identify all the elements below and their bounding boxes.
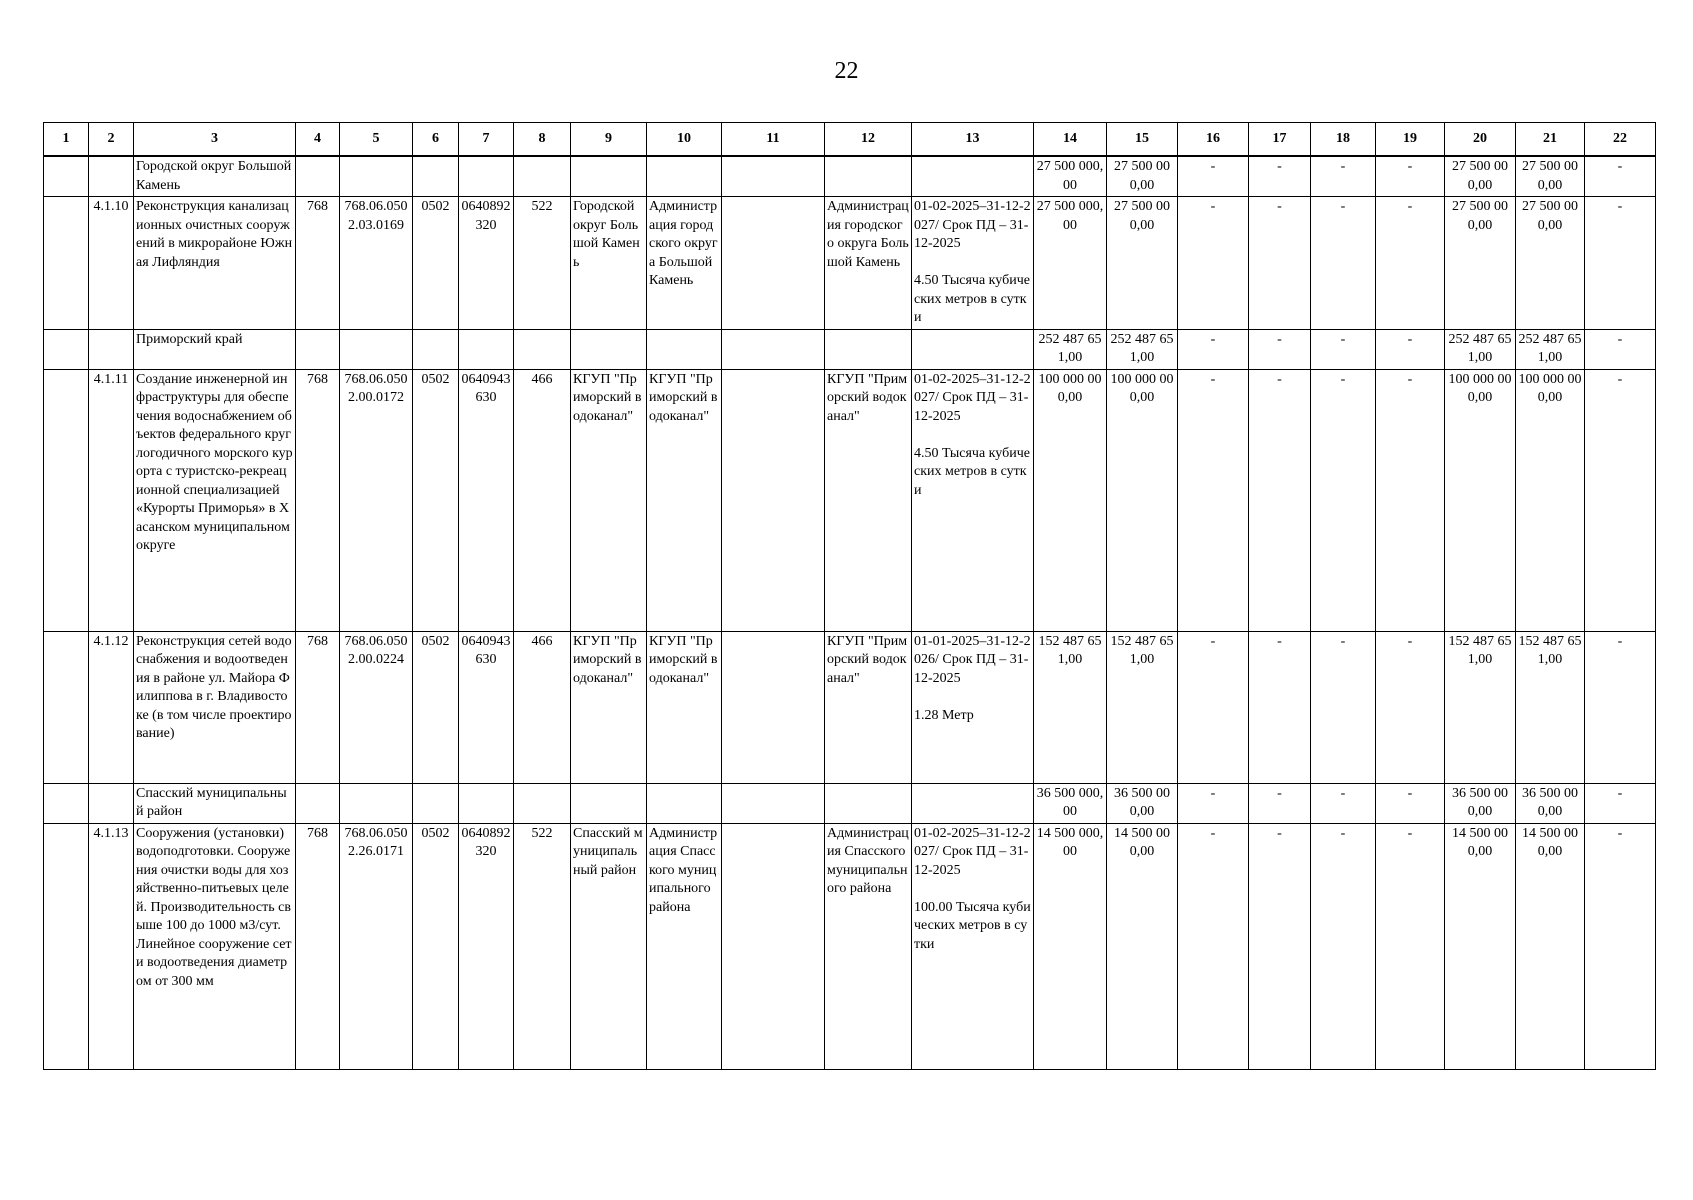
table-cell-col-4 (296, 329, 340, 369)
table-cell-col-22: - (1585, 197, 1656, 330)
table-cell-col-15: 152 487 651,00 (1107, 631, 1178, 783)
table-cell-col-21: 252 487 651,00 (1516, 329, 1585, 369)
table-cell-col-20: 100 000 000,00 (1445, 369, 1516, 631)
col-header: 16 (1178, 123, 1249, 157)
table-cell-col-7 (459, 329, 514, 369)
table-cell-col-4: 768 (296, 823, 340, 1069)
table-cell-col-19: - (1376, 823, 1445, 1069)
table-row (44, 329, 1656, 369)
table-cell-col-19: - (1376, 631, 1445, 783)
table-cell-col-18: - (1311, 823, 1376, 1069)
table-cell-col-5: 768.06.0502.00.0172 (340, 369, 413, 631)
table-cell-col-22: - (1585, 823, 1656, 1069)
table-cell-col-17: - (1249, 369, 1311, 631)
table-cell-col-13: 01-01-2025–31-12-2026/ Срок ПД – 31-12-2025 1.28 Метр (912, 631, 1034, 783)
table-cell-col-7: 0640892320 (459, 823, 514, 1069)
table-cell-col-1 (44, 156, 89, 197)
table-cell-col-1 (44, 783, 89, 823)
table-cell-col-22: - (1585, 156, 1656, 197)
table-cell-col-10: Администрация Спасского муниципального района (647, 823, 722, 1069)
col-header: 4 (296, 123, 340, 157)
table-cell-col-20: 152 487 651,00 (1445, 631, 1516, 783)
table-cell-col-1 (44, 369, 89, 631)
table-cell-col-9 (571, 783, 647, 823)
table-cell-col-15: 14 500 000,00 (1107, 823, 1178, 1069)
table-cell-col-15: 36 500 000,00 (1107, 783, 1178, 823)
table-cell-col-15: 27 500 000,00 (1107, 156, 1178, 197)
col-header: 15 (1107, 123, 1178, 157)
table-cell-col-20: 14 500 000,00 (1445, 823, 1516, 1069)
col-header: 13 (912, 123, 1034, 157)
table-cell-col-5 (340, 783, 413, 823)
table-cell-col-6: 0502 (413, 823, 459, 1069)
table-cell-col-2 (89, 783, 134, 823)
table-cell-col-3: Сооружения (установки) водоподготовки. Сооружения очистки воды для хозяйственно-питьевых целей. Производительность свыше 100 до 1000 м3/сут. Линейное сооружение сети водоотведения диаметром от 300 мм (134, 823, 296, 1069)
col-header: 14 (1034, 123, 1107, 157)
col-header: 2 (89, 123, 134, 157)
table-cell-col-18: - (1311, 329, 1376, 369)
table-cell-col-19: - (1376, 156, 1445, 197)
table-cell-col-18: - (1311, 631, 1376, 783)
table-cell-col-3: Приморский край (134, 329, 296, 369)
table-cell-col-9 (571, 329, 647, 369)
table-cell-col-14: 36 500 000,00 (1034, 783, 1107, 823)
table-cell-col-17: - (1249, 783, 1311, 823)
table-cell-col-5 (340, 156, 413, 197)
table-cell-col-18: - (1311, 197, 1376, 330)
table-row (44, 156, 1656, 197)
col-header: 10 (647, 123, 722, 157)
table-cell-col-16: - (1178, 783, 1249, 823)
table-cell-col-15: 27 500 000,00 (1107, 197, 1178, 330)
col-header: 19 (1376, 123, 1445, 157)
table-cell-col-20: 252 487 651,00 (1445, 329, 1516, 369)
table-cell-col-12: Администрация Спасского муниципального района (825, 823, 912, 1069)
col-header: 3 (134, 123, 296, 157)
table-cell-col-11 (722, 823, 825, 1069)
table-cell-col-2: 4.1.13 (89, 823, 134, 1069)
col-header: 7 (459, 123, 514, 157)
table-cell-col-9: Спасский муниципальный район (571, 823, 647, 1069)
table-cell-col-8 (514, 156, 571, 197)
table-cell-col-17: - (1249, 823, 1311, 1069)
table-cell-col-13: 01-02-2025–31-12-2027/ Срок ПД – 31-12-2025 4.50 Тысяча кубических метров в сутки (912, 197, 1034, 330)
table-cell-col-2: 4.1.10 (89, 197, 134, 330)
table-row (44, 783, 1656, 823)
table-cell-col-21: 27 500 000,00 (1516, 197, 1585, 330)
table-cell-col-10: КГУП "Приморский водоканал" (647, 631, 722, 783)
table-cell-col-12: Администрация городского округа Большой Камень (825, 197, 912, 330)
page-number: 22 (834, 58, 859, 84)
table-cell-col-3: Спасский муниципальный район (134, 783, 296, 823)
table-cell-col-9: КГУП "Приморский водоканал" (571, 369, 647, 631)
table-cell-col-6 (413, 783, 459, 823)
table-cell-col-20: 27 500 000,00 (1445, 197, 1516, 330)
table-cell-col-22: - (1585, 329, 1656, 369)
table-cell-col-11 (722, 329, 825, 369)
table-cell-col-3: Реконструкция канализационных очистных сооружений в микрорайоне Южная Лифляндия (134, 197, 296, 330)
table-cell-col-3: Городской округ Большой Камень (134, 156, 296, 197)
table-cell-col-11 (722, 197, 825, 330)
table-cell-col-13 (912, 783, 1034, 823)
col-header: 8 (514, 123, 571, 157)
table-cell-col-17: - (1249, 631, 1311, 783)
table-cell-col-11 (722, 631, 825, 783)
table-cell-col-20: 36 500 000,00 (1445, 783, 1516, 823)
table-cell-col-13 (912, 156, 1034, 197)
table-cell-col-7: 0640892320 (459, 197, 514, 330)
table-cell-col-8: 466 (514, 631, 571, 783)
col-header: 22 (1585, 123, 1656, 157)
table-cell-col-21: 152 487 651,00 (1516, 631, 1585, 783)
table-cell-col-1 (44, 631, 89, 783)
table-cell-col-2 (89, 329, 134, 369)
table-cell-col-18: - (1311, 156, 1376, 197)
table-cell-col-1 (44, 823, 89, 1069)
col-header: 5 (340, 123, 413, 157)
table-cell-col-16: - (1178, 156, 1249, 197)
table-cell-col-14: 27 500 000,00 (1034, 156, 1107, 197)
table-cell-col-12: КГУП "Приморский водоканал" (825, 631, 912, 783)
table-cell-col-17: - (1249, 197, 1311, 330)
table-cell-col-8: 466 (514, 369, 571, 631)
table-cell-col-6: 0502 (413, 369, 459, 631)
table-cell-col-11 (722, 156, 825, 197)
table-cell-col-22: - (1585, 631, 1656, 783)
table-cell-col-16: - (1178, 329, 1249, 369)
table-cell-col-9 (571, 156, 647, 197)
col-header: 11 (722, 123, 825, 157)
col-header: 12 (825, 123, 912, 157)
data-table (43, 122, 1656, 1070)
table-cell-col-14: 100 000 000,00 (1034, 369, 1107, 631)
table-cell-col-20: 27 500 000,00 (1445, 156, 1516, 197)
table-cell-col-15: 100 000 000,00 (1107, 369, 1178, 631)
table-cell-col-9: КГУП "Приморский водоканал" (571, 631, 647, 783)
col-header: 9 (571, 123, 647, 157)
table-cell-col-22: - (1585, 783, 1656, 823)
table-cell-col-1 (44, 197, 89, 330)
header-row (44, 123, 1656, 157)
table-cell-col-2 (89, 156, 134, 197)
table-cell-col-10: Администрация городского округа Большой Камень (647, 197, 722, 330)
table-cell-col-6: 0502 (413, 631, 459, 783)
table-cell-col-4 (296, 783, 340, 823)
table-cell-col-4: 768 (296, 631, 340, 783)
table-cell-col-12 (825, 783, 912, 823)
table-cell-col-22: - (1585, 369, 1656, 631)
table-row (44, 197, 1656, 330)
table-cell-col-21: 27 500 000,00 (1516, 156, 1585, 197)
table-cell-col-10 (647, 329, 722, 369)
table-cell-col-5: 768.06.0502.03.0169 (340, 197, 413, 330)
col-header: 20 (1445, 123, 1516, 157)
table-cell-col-19: - (1376, 197, 1445, 330)
table-cell-col-8: 522 (514, 197, 571, 330)
table-cell-col-6: 0502 (413, 197, 459, 330)
col-header: 17 (1249, 123, 1311, 157)
table-cell-col-16: - (1178, 197, 1249, 330)
table-cell-col-3: Реконструкция сетей водоснабжения и водоотведения в районе ул. Майора Филиппова в г. Владивостоке (в том числе проектирование) (134, 631, 296, 783)
table-cell-col-13: 01-02-2025–31-12-2027/ Срок ПД – 31-12-2025 4.50 Тысяча кубических метров в сутки (912, 369, 1034, 631)
table-cell-col-7: 0640943630 (459, 631, 514, 783)
table-cell-col-21: 100 000 000,00 (1516, 369, 1585, 631)
table-cell-col-21: 36 500 000,00 (1516, 783, 1585, 823)
table-cell-col-12 (825, 329, 912, 369)
col-header: 1 (44, 123, 89, 157)
table-cell-col-11 (722, 369, 825, 631)
table-cell-col-6 (413, 329, 459, 369)
table-cell-col-7 (459, 156, 514, 197)
table-cell-col-10: КГУП "Приморский водоканал" (647, 369, 722, 631)
table-cell-col-5: 768.06.0502.26.0171 (340, 823, 413, 1069)
table-row (44, 369, 1656, 631)
table-row (44, 823, 1656, 1069)
table-cell-col-10 (647, 783, 722, 823)
table-cell-col-1 (44, 329, 89, 369)
col-header: 6 (413, 123, 459, 157)
table-cell-col-7 (459, 783, 514, 823)
table-cell-col-12 (825, 156, 912, 197)
table-cell-col-19: - (1376, 329, 1445, 369)
table-cell-col-8: 522 (514, 823, 571, 1069)
table-cell-col-2: 4.1.12 (89, 631, 134, 783)
table-cell-col-9: Городской округ Большой Камень (571, 197, 647, 330)
table-cell-col-18: - (1311, 369, 1376, 631)
table-cell-col-15: 252 487 651,00 (1107, 329, 1178, 369)
table-cell-col-16: - (1178, 369, 1249, 631)
table-cell-col-13 (912, 329, 1034, 369)
table-cell-col-16: - (1178, 631, 1249, 783)
table-cell-col-6 (413, 156, 459, 197)
table-cell-col-12: КГУП "Приморский водоканал" (825, 369, 912, 631)
table-cell-col-5: 768.06.0502.00.0224 (340, 631, 413, 783)
table-cell-col-16: - (1178, 823, 1249, 1069)
table-cell-col-7: 0640943630 (459, 369, 514, 631)
col-header: 18 (1311, 123, 1376, 157)
table-cell-col-21: 14 500 000,00 (1516, 823, 1585, 1069)
table-cell-col-13: 01-02-2025–31-12-2027/ Срок ПД – 31-12-2025 100.00 Тысяча кубических метров в сутки (912, 823, 1034, 1069)
table-cell-col-4: 768 (296, 197, 340, 330)
table-cell-col-14: 152 487 651,00 (1034, 631, 1107, 783)
table-cell-col-11 (722, 783, 825, 823)
table-cell-col-14: 252 487 651,00 (1034, 329, 1107, 369)
table-cell-col-3: Создание инженерной инфраструктуры для обеспечения водоснабжением объектов федерального круглогодичного морского курорта с туристско-рекреационной специализацией «Курорты Приморья» в Хасанском муниципальном округе (134, 369, 296, 631)
col-header: 21 (1516, 123, 1585, 157)
table-cell-col-17: - (1249, 156, 1311, 197)
table-cell-col-14: 14 500 000,00 (1034, 823, 1107, 1069)
table-cell-col-5 (340, 329, 413, 369)
table-cell-col-8 (514, 783, 571, 823)
table-cell-col-2: 4.1.11 (89, 369, 134, 631)
table-cell-col-10 (647, 156, 722, 197)
table-cell-col-14: 27 500 000,00 (1034, 197, 1107, 330)
table-cell-col-4 (296, 156, 340, 197)
table-cell-col-17: - (1249, 329, 1311, 369)
table-cell-col-19: - (1376, 783, 1445, 823)
table-cell-col-18: - (1311, 783, 1376, 823)
table-cell-col-8 (514, 329, 571, 369)
table-cell-col-4: 768 (296, 369, 340, 631)
table-row (44, 631, 1656, 783)
table-cell-col-19: - (1376, 369, 1445, 631)
